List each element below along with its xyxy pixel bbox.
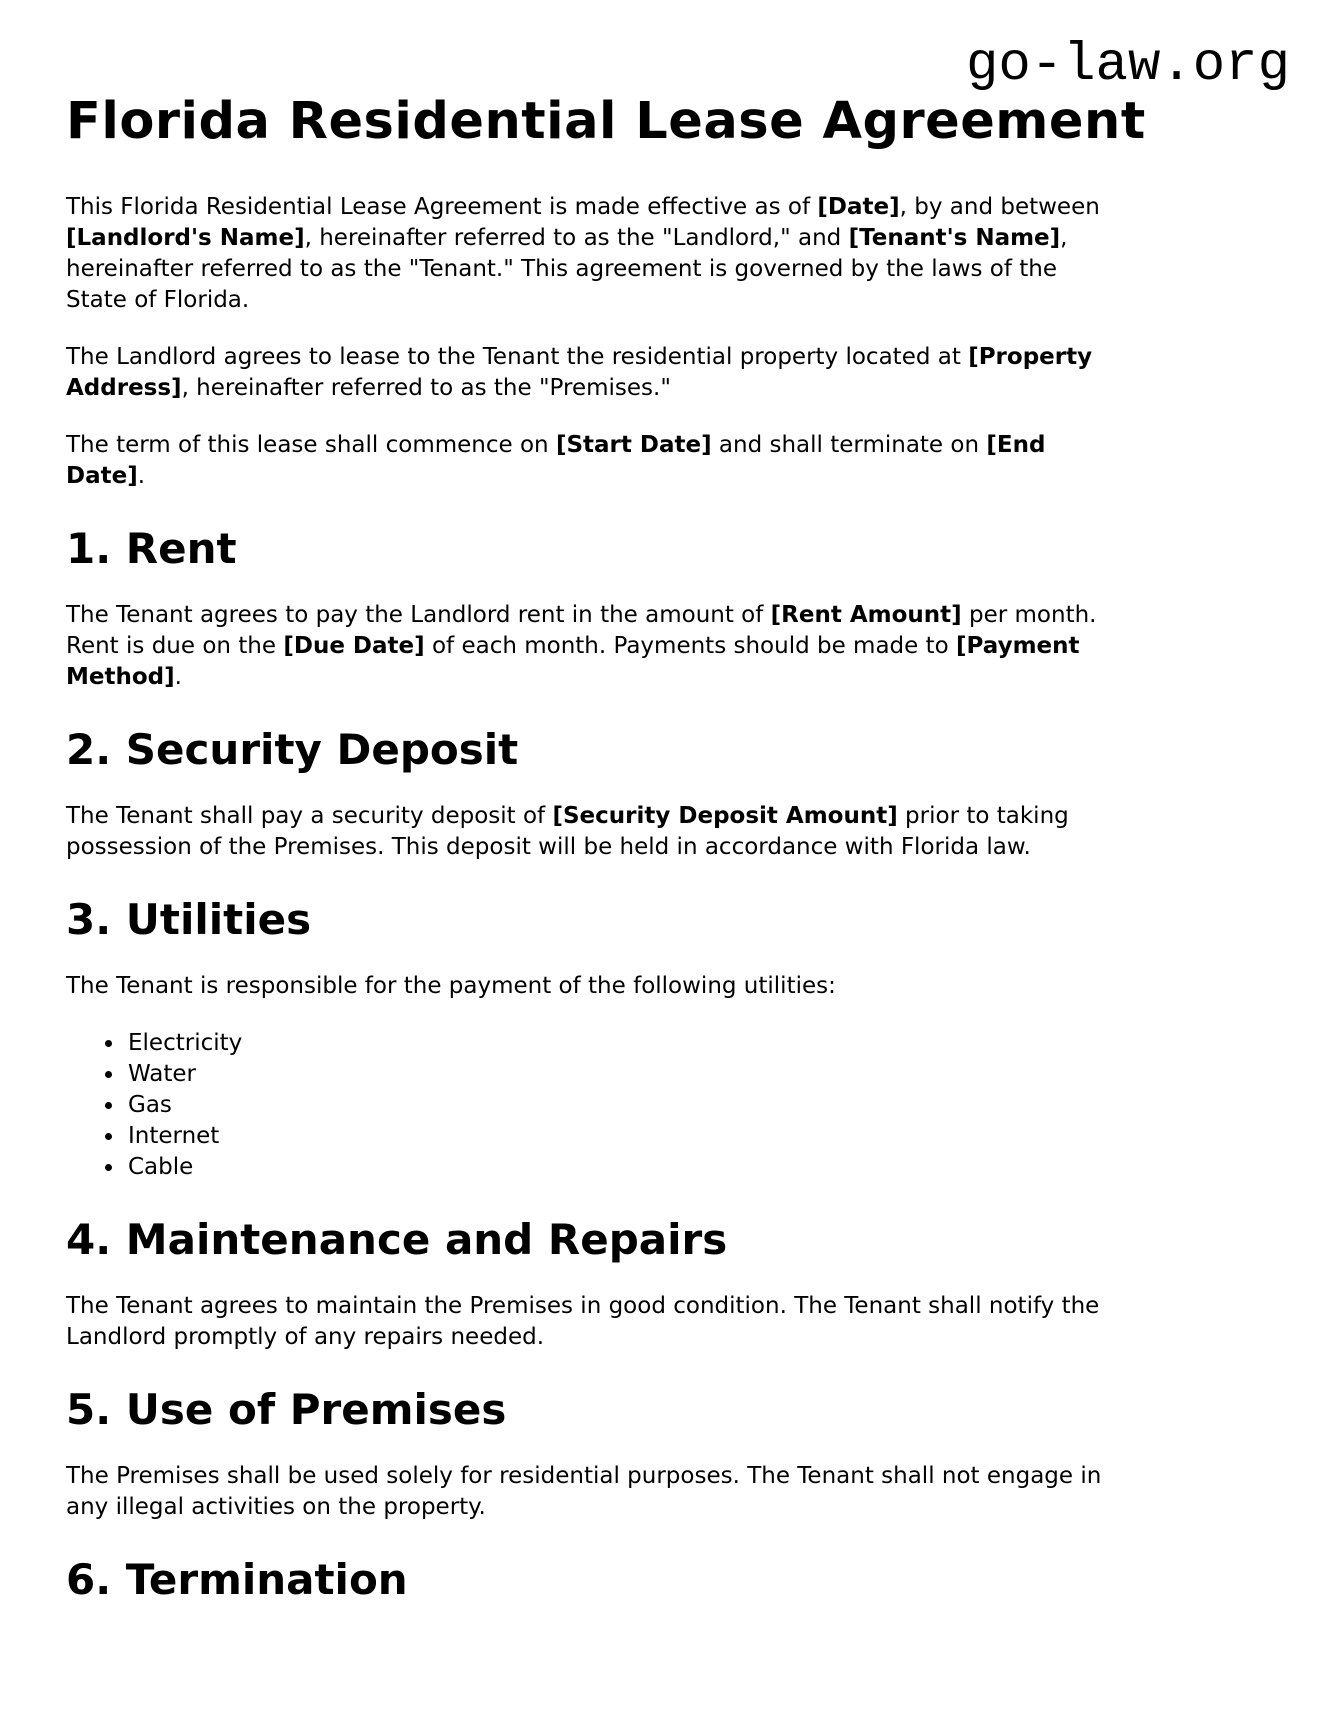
text-line: The Tenant is responsible for the payment of the following utilities: [66, 973, 836, 999]
list-item: • Electricity [125, 1028, 1290, 1059]
security-deposit-paragraph [66, 801, 1290, 863]
intro-paragraph-3 [66, 430, 1290, 492]
text-line: The Tenant agrees to maintain the Premises in good condition. The Tenant shall notify the [66, 1293, 1100, 1319]
section-heading-termination: 6. Termination [66, 1555, 408, 1604]
brand-logo: go-law.org [965, 35, 1290, 96]
section-heading-use-of-premises: 5. Use of Premises [66, 1385, 507, 1434]
text-line: This Florida Residential Lease Agreement is made effective as of [Date], by and between [66, 194, 1100, 220]
intro-paragraph-1 [66, 192, 1290, 316]
section-heading-maintenance: 4. Maintenance and Repairs [66, 1215, 728, 1264]
text-line: any illegal activities on the property. [66, 1494, 486, 1520]
text-line: The Tenant agrees to pay the Landlord rent in the amount of [Rent Amount] per month. [66, 602, 1097, 628]
text-line: State of Florida. [66, 287, 250, 313]
text-line: Landlord promptly of any repairs needed. [66, 1324, 545, 1350]
utilities-list [66, 1028, 1290, 1183]
list-item: • Internet [125, 1121, 1290, 1152]
section-heading-security-deposit: 2. Security Deposit [66, 725, 519, 774]
text-line: [Landlord's Name], hereinafter referred to as the "Landlord," and [Tenant's Name], [66, 225, 1068, 251]
text-line: The term of this lease shall commence on [Start Date] and shall terminate on [End [66, 432, 1046, 458]
rent-paragraph [66, 600, 1290, 693]
document-title: Florida Residential Lease Agreement [66, 92, 1146, 151]
text-line: Method]. [66, 664, 182, 690]
list-item: • Cable [125, 1152, 1290, 1183]
list-item: • Gas [125, 1090, 1290, 1121]
text-line: The Tenant shall pay a security deposit of [Security Deposit Amount] prior to taking [66, 803, 1069, 829]
text-line: Address], hereinafter referred to as the "Premises." [66, 375, 671, 401]
text-line: The Premises shall be used solely for residential purposes. The Tenant shall not engage in [66, 1463, 1102, 1489]
text-line: Rent is due on the [Due Date] of each month. Payments should be made to [Payment [66, 633, 1080, 659]
text-line: hereinafter referred to as the "Tenant." This agreement is governed by the laws of the [66, 256, 1058, 282]
intro-paragraph-2 [66, 342, 1290, 404]
section-heading-rent: 1. Rent [66, 524, 237, 573]
text-line: Date]. [66, 463, 146, 489]
utilities-paragraph [66, 971, 1290, 1002]
list-item: • Water [125, 1059, 1290, 1090]
use-of-premises-paragraph [66, 1461, 1290, 1523]
text-line: possession of the Premises. This deposit will be held in accordance with Florida law. [66, 834, 1031, 860]
section-heading-utilities: 3. Utilities [66, 895, 312, 944]
maintenance-paragraph [66, 1291, 1290, 1353]
text-line: The Landlord agrees to lease to the Tenant the residential property located at [Property [66, 344, 1093, 370]
